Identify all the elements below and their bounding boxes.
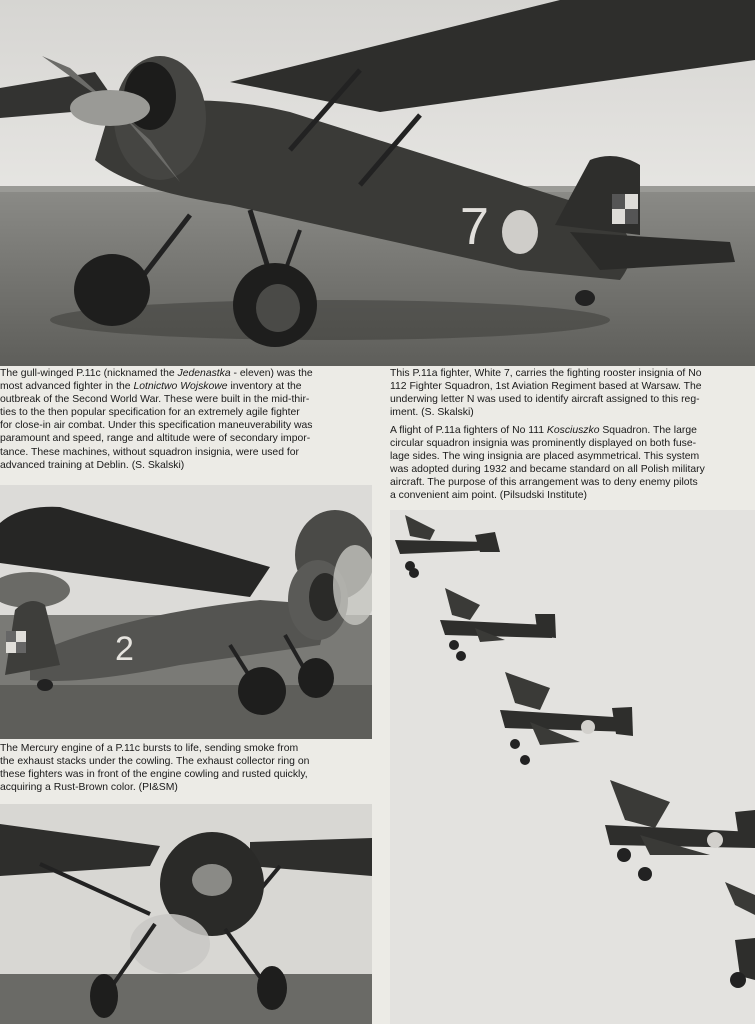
photo-p11c-engine-start xyxy=(0,485,372,739)
aircraft-number-marking: 7 xyxy=(460,198,489,256)
caption-p11c-part-b: - eleven) was the most advanced fighter in the xyxy=(0,368,313,393)
aircraft-number-marking-middle: 2 xyxy=(115,630,134,668)
caption-flight-part-b: Squadron. The large circular squadron insignia was prominently displayed on both fuse- lage sides. The wing insignia are placed asymmetrical. This system was adopted during 1932 and became standard on all Polish military aircraft. The purpose of this arrangement was to deny enemy pilots a convenient aim point. (Pilsudski Institute) xyxy=(390,425,705,502)
caption-flight-part-a: A flight of P.11a fighters of No 111 xyxy=(390,425,547,436)
caption-flight-squadron-name: Kosciuszko xyxy=(546,425,600,436)
caption-mercury-engine: The Mercury engine of a P.11c bursts to life, sending smoke from the exhaust stacks under the cowling. The exhaust collector ring on these fighters was in front of the engine cowling and rusted quickly, acquiring a Rust-Brown color. (PI&SM) xyxy=(0,743,310,794)
caption-white-7: This P.11a fighter, White 7, carries the fighting rooster insignia of No 112 Fighter Squadron, 1st Aviation Regiment based at Warsaw. The underwing letter N was used to identify aircraft assigned to this reg- iment. (S. Skalski) xyxy=(390,368,702,419)
photo-p11a-flight-in-formation xyxy=(390,510,755,1024)
caption-p11c-air-force-name: Lotnictwo Wojskowe xyxy=(133,381,228,393)
photo-p11a-white-7-on-ground xyxy=(0,0,755,366)
caption-p11c-main xyxy=(0,367,372,482)
caption-p11c-part-a: The gull-winged P.11c (nicknamed the xyxy=(0,368,178,379)
photo-p11c-head-on xyxy=(0,804,372,1024)
caption-p11c-nickname: Jedenastka xyxy=(177,368,231,379)
caption-p11c-part-c: inventory at the outbreak of the Second World War. These were built in the mid-thir- ties to the then popular specification for an extremely agile fighter for close-in air combat. Under this specification maneuverability was paramount and speed, range and altitude were of secondary impor- tance. These machines, without squadron insignia, were used for advanced training at Deblin. (S. Skalski) xyxy=(0,381,313,471)
caption-flight-kosciuszko xyxy=(390,424,755,506)
